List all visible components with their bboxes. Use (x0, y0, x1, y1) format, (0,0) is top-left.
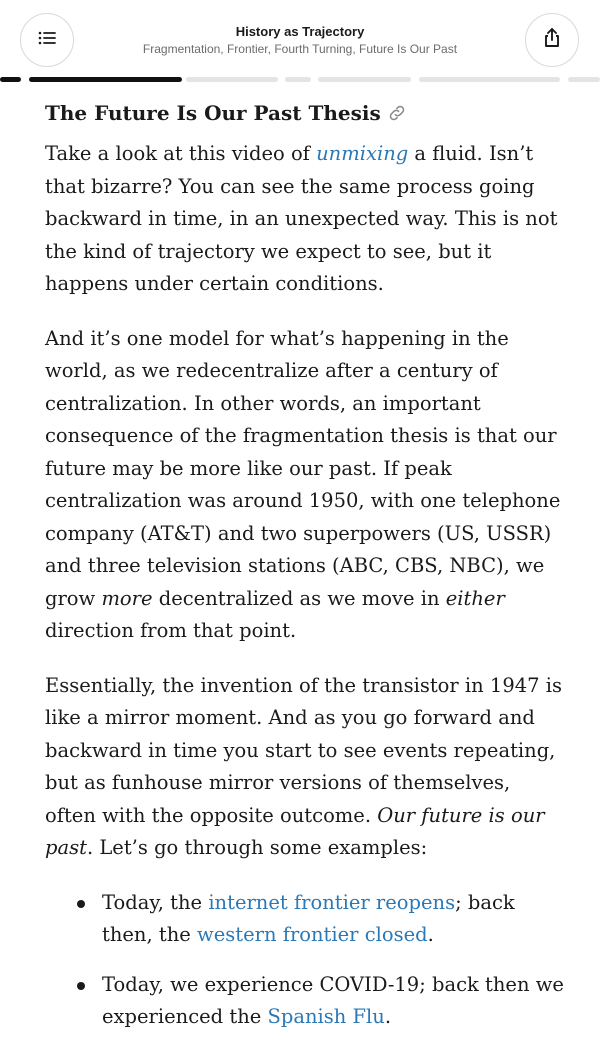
progress-segment-current[interactable] (29, 77, 182, 82)
reading-progress (0, 77, 600, 82)
text-run: ; back then, the (102, 890, 515, 946)
list-item (45, 887, 565, 952)
text-run: . (427, 923, 434, 946)
emphasis-text: Our future is our past (45, 803, 545, 859)
page-title: History as Trajectory (235, 24, 365, 39)
text-run: decentralized as we move in (152, 586, 446, 610)
emphasis-text: either (445, 586, 505, 610)
internet-frontier-link[interactable]: internet frontier reopens (208, 890, 456, 914)
progress-segment[interactable] (0, 77, 21, 82)
link-icon[interactable] (387, 103, 407, 123)
progress-segment[interactable] (419, 77, 560, 82)
section-heading (45, 100, 565, 126)
article-body (45, 100, 565, 1051)
text-run: . (384, 1005, 392, 1028)
header-titles (90, 24, 510, 57)
list-icon (35, 26, 59, 54)
list-item (45, 969, 565, 1034)
unmixing-link[interactable]: unmixing (316, 142, 409, 165)
text-run: And it’s one model for what’s happening in the world, as we redecentralize after a century of centralization. In other words, an important consequence of the fragmentation thesis is that our future may be more like our past. If peak centralization was around 1950, with one telephone company (AT&T) and two superpowers (US, USSR) and three television stations (ABC, CBS, NBC), we grow (45, 326, 561, 610)
progress-segment[interactable] (186, 77, 278, 82)
bullet-icon (77, 900, 85, 908)
text-run: a fluid. Isn’t that bizarre? You can see the same process going backward in time, in an unexpected way. This is not the kind of trajectory we expect to see, but it happens under certain conditions. (45, 142, 558, 295)
share-icon (540, 26, 564, 54)
progress-segment[interactable] (568, 77, 600, 82)
text-run: Essentially, the invention of the transistor in 1947 is like a mirror moment. And as you go forward and backward in time you start to see events repeating, but as funhouse mirror versions of themselves, often with the opposite outcome. (45, 673, 562, 827)
text-run: Take a look at this video of (45, 142, 317, 165)
text-run: direction from that point. (45, 619, 297, 642)
contents-menu-button[interactable] (20, 13, 74, 67)
emphasis-text: more (101, 586, 153, 610)
text-run: Today, we experience COVID-19; back then we experienced the (102, 972, 564, 1028)
spanish-flu-link[interactable]: Spanish Flu (267, 1005, 385, 1028)
examples-list (45, 887, 565, 1034)
reader-header (0, 0, 600, 76)
progress-segment[interactable] (318, 77, 411, 82)
western-frontier-link[interactable]: western frontier closed (197, 923, 428, 946)
section-heading-text: The Future Is Our Past Thesis (45, 101, 381, 125)
page-subtitle: Fragmentation, Frontier, Fourth Turning, Future Is Our Past (142, 42, 458, 56)
text-run: Today, the (102, 890, 209, 914)
paragraph-2 (45, 323, 565, 648)
bullet-icon (77, 982, 85, 990)
paragraph-1 (45, 138, 565, 301)
progress-segment[interactable] (285, 77, 311, 82)
paragraph-3 (45, 670, 565, 865)
text-run: . Let’s go through some examples: (86, 836, 428, 859)
share-button[interactable] (525, 13, 579, 67)
